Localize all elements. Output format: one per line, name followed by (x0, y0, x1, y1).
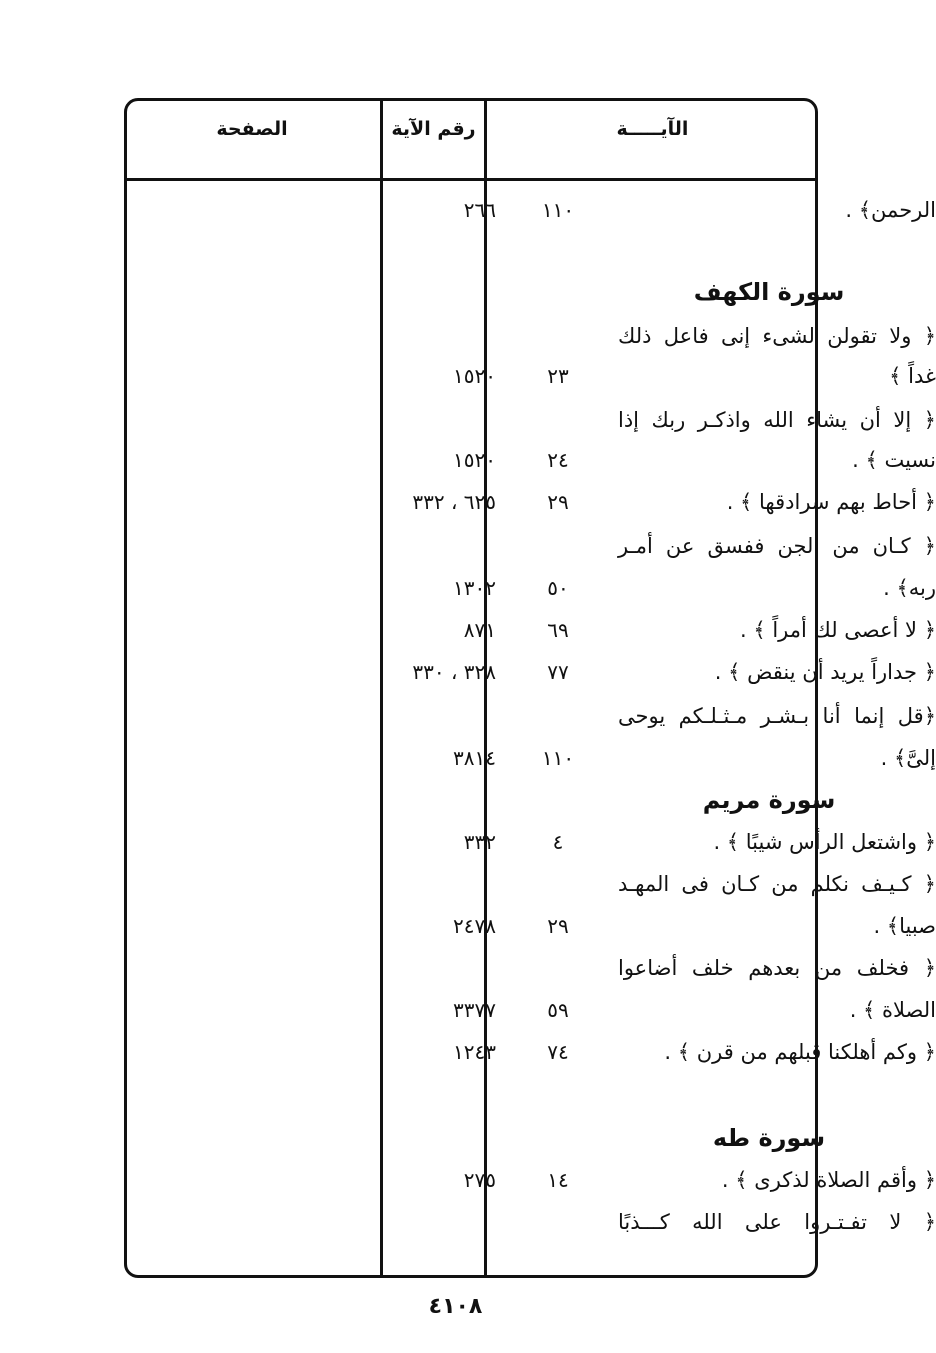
aya-text: الصلاة ﴾ . (849, 998, 936, 1022)
aya-number: ١١٠ (541, 198, 575, 222)
surah-heading-row (124, 272, 845, 312)
page-ref: ١٥٢٠ (453, 448, 496, 472)
aya-number: ٥٩ (547, 998, 569, 1022)
table-row (124, 948, 936, 988)
aya-number: ٢٣ (547, 364, 569, 388)
table-row (124, 568, 936, 608)
page-ref: ٣٨١٤ (453, 746, 496, 770)
table-row (124, 356, 936, 396)
aya-text: ﴿ أحاط بهم سرادقها ﴾ . (726, 490, 936, 514)
aya-number: ٢٩ (547, 490, 569, 514)
table-row (124, 990, 936, 1030)
page-ref: ٢٤٧٨ (453, 914, 496, 938)
aya-number: ٦٩ (547, 618, 569, 642)
aya-text: ﴿ ولا تقولن لشىء إنى فاعل ذلك (618, 324, 936, 348)
aya-number: ٢٤ (547, 448, 569, 472)
table-row (124, 526, 936, 566)
table-row (124, 482, 936, 522)
page-ref: ٣٢٨ ، ٣٣٠ (412, 660, 496, 684)
aya-text: ربه﴾ . (883, 576, 936, 600)
aya-text: ﴿ وأقم الصلاة لذكرى ﴾ . (721, 1168, 936, 1192)
page-ref: ٣٣٧٧ (453, 998, 496, 1022)
page-ref: ٨٧١ (463, 618, 496, 642)
table-row (124, 1202, 936, 1242)
surah-heading-row (124, 1118, 826, 1158)
page-ref: ٣٣٢ (463, 830, 496, 854)
aya-text: ﴿ واشتعل الرأس شيبًا ﴾ . (713, 830, 936, 854)
aya-text: ﴿ لا تفـتـروا على الله كـــذبًا (618, 1210, 936, 1234)
aya-text: ﴿ وكم أهلكنا قبلهم من قرن ﴾ . (664, 1040, 936, 1064)
aya-text: الرحمن﴾ . (845, 198, 936, 222)
table-row (124, 400, 936, 440)
table-row (124, 1160, 936, 1200)
page-ref: ٢٧٥ (463, 1168, 496, 1192)
page-number: ٤١٠٨ (428, 1294, 483, 1319)
aya-number: ٧٧ (547, 660, 569, 684)
table-row (124, 906, 936, 946)
surah-heading-row (124, 780, 836, 820)
aya-text: إلىَّ﴾ . (880, 746, 936, 770)
aya-text: غداً ﴾ (889, 364, 936, 388)
header-page: الصفحة (216, 118, 288, 140)
aya-text: نسيت ﴾ . (852, 448, 936, 472)
table-row (124, 316, 936, 356)
aya-text: ﴿ لا أعصى لك أمراً ﴾ . (740, 618, 936, 642)
aya-text: صبيا﴾ . (873, 914, 936, 938)
aya-number: ١٤ (547, 1168, 569, 1192)
aya-number: ٧٤ (547, 1040, 569, 1064)
aya-number: ٢٩ (547, 914, 569, 938)
surah-title: سورة مريم (702, 786, 836, 814)
table-row (124, 190, 936, 230)
header-aya-number: رقم الآية (391, 118, 476, 140)
aya-text: ﴿ كـيـف نكلم من كـان فى المهـد (618, 872, 936, 896)
page-ref: ٦٢٥ ، ٣٣٢ (412, 490, 496, 514)
table-row (124, 440, 936, 480)
aya-text: ﴿ جداراً يريد أن ينقض ﴾ . (714, 660, 936, 684)
aya-number: ١١٠ (541, 746, 575, 770)
table-row (124, 696, 936, 736)
header-aya: الآيـــــة (616, 118, 689, 140)
table-row (124, 738, 936, 778)
surah-title: سورة طه (712, 1124, 826, 1152)
table-row (124, 652, 936, 692)
page-ref: ١٢٤٣ (453, 1040, 496, 1064)
header-divider (124, 178, 818, 181)
aya-text: ﴿ إلا أن يشاء الله واذكـر ربك إذا (618, 408, 936, 432)
table-row (124, 822, 936, 862)
aya-text: ﴿قل إنما أنا بـشـر مـثـلـكم يوحى (618, 704, 936, 728)
surah-title: سورة الكهف (693, 278, 845, 306)
page-ref: ٢٦٦ (463, 198, 496, 222)
aya-number: ٤ (552, 830, 564, 854)
table-row (124, 610, 936, 650)
page-ref: ١٣٠٢ (453, 576, 496, 600)
table-row (124, 1032, 936, 1072)
page-ref: ١٥٢٠ (453, 364, 496, 388)
aya-text: ﴿ فخلف من بعدهم خلف أضاعوا (618, 956, 936, 980)
aya-text: ﴿ كـان من الجن ففسق عن أمـر (618, 534, 936, 558)
aya-number: ٥٠ (547, 576, 569, 600)
table-row (124, 864, 936, 904)
